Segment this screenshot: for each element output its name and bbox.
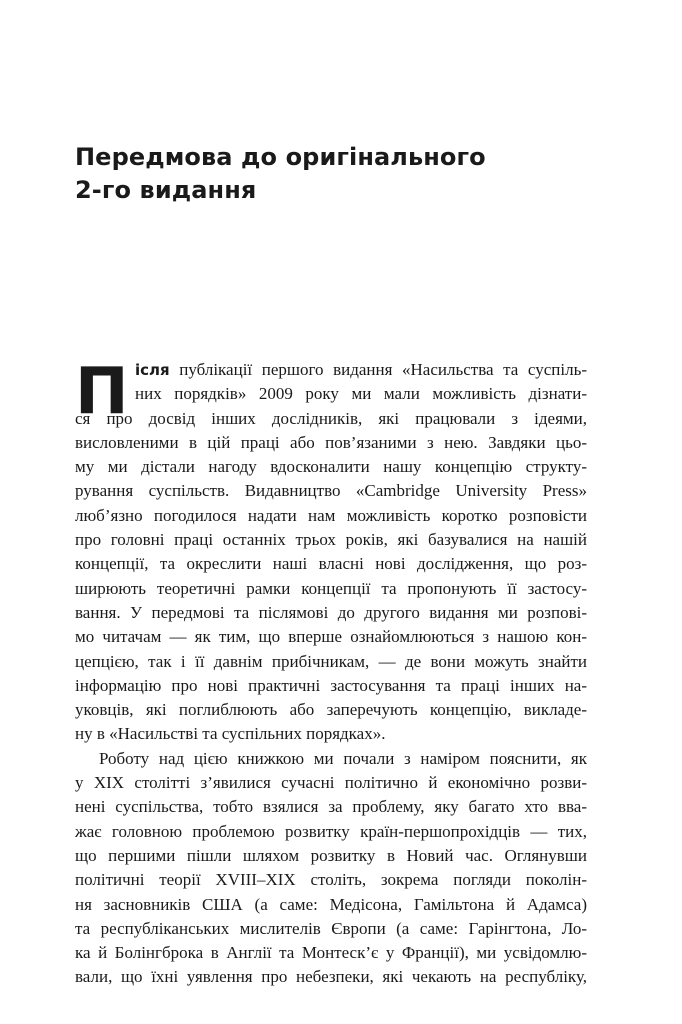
text-line: що першими пішли шляхом розвитку в Новий час. Оглянувши bbox=[75, 845, 587, 865]
text-line: мо читачам — як тим, що вперше ознайомлюються з нашою кон- bbox=[75, 627, 587, 647]
text-line: та республіканських мислителів Європи (а саме: Гарінгтона, Ло- bbox=[75, 918, 587, 938]
text-line: них порядків» 2009 року ми мали можливість дізнати- bbox=[135, 384, 587, 404]
text-line: у XIX столітті з’явилися сучасні політично й економічно розви- bbox=[75, 773, 587, 793]
text-line: нені суспільства, тобто взялися за проблему, яку багато хто вва- bbox=[75, 797, 587, 817]
text-line: уковців, які поглиблюють або заперечують концепцію, викладе- bbox=[75, 700, 587, 720]
text-line: ня засновників США (а саме: Медісона, Гамільтона й Адамса) bbox=[75, 894, 587, 914]
text-line: ну в «Насильстві та суспільних порядках». bbox=[75, 724, 386, 744]
text-line: ширюють теоретичні рамки концепції та пропонують її застосу- bbox=[75, 578, 587, 598]
text-line: концепції, та окреслити наші власні нові дослідження, що роз- bbox=[75, 554, 587, 574]
text-line: політичні теорії XVIII–XIX століть, зокрема погляди поколін- bbox=[75, 870, 587, 890]
drop-cap: П bbox=[75, 355, 129, 429]
body-text bbox=[75, 355, 587, 990]
text-line: рування суспільств. Видавництво «Cambridge University Press» bbox=[75, 481, 587, 501]
text-line: жає головною проблемою розвитку країн-першопрохідців — тих, bbox=[75, 821, 587, 841]
text-line: вали, що їхні уявлення про небезпеки, які чекають на республіку, bbox=[75, 967, 587, 987]
text-line: вання. У передмові та післямові до другого видання ми розпові- bbox=[75, 602, 587, 622]
text-line: висловленими в цій праці або пов’язаними з нею. Завдяки цьо- bbox=[75, 432, 587, 452]
chapter-title-line-2: 2-го видання bbox=[75, 176, 257, 204]
text-line: цепцією, так і її давнім прибічникам, — де вони можуть знайти bbox=[75, 651, 587, 671]
text-line: інформацію про нові практичні застосування та праці інших на- bbox=[75, 675, 587, 695]
text-line: люб’язно погодилося надати нам можливість коротко розповісти bbox=[75, 505, 587, 525]
text-line-rest: публікації першого видання «Насильства та суспіль- bbox=[169, 360, 587, 379]
chapter-title-line-1: Передмова до оригінального bbox=[75, 143, 486, 171]
text-line bbox=[135, 358, 587, 382]
text-line: Роботу над цією книжкою ми почали з наміром пояснити, як bbox=[99, 748, 587, 768]
text-line: про головні праці останніх трьох років, які базувалися на нашій bbox=[75, 530, 587, 550]
text-line: ся про досвід інших дослідників, які працювали з ідеями, bbox=[75, 408, 587, 428]
chapter-title bbox=[75, 141, 615, 207]
text-line: ка й Болінгброка в Англії та Монтеск’є у Франції), ми усвідомлю- bbox=[75, 943, 587, 963]
text-line: му ми дістали нагоду вдосконалити нашу концепцію структу- bbox=[75, 457, 587, 477]
lead-word: ісля bbox=[135, 361, 170, 379]
